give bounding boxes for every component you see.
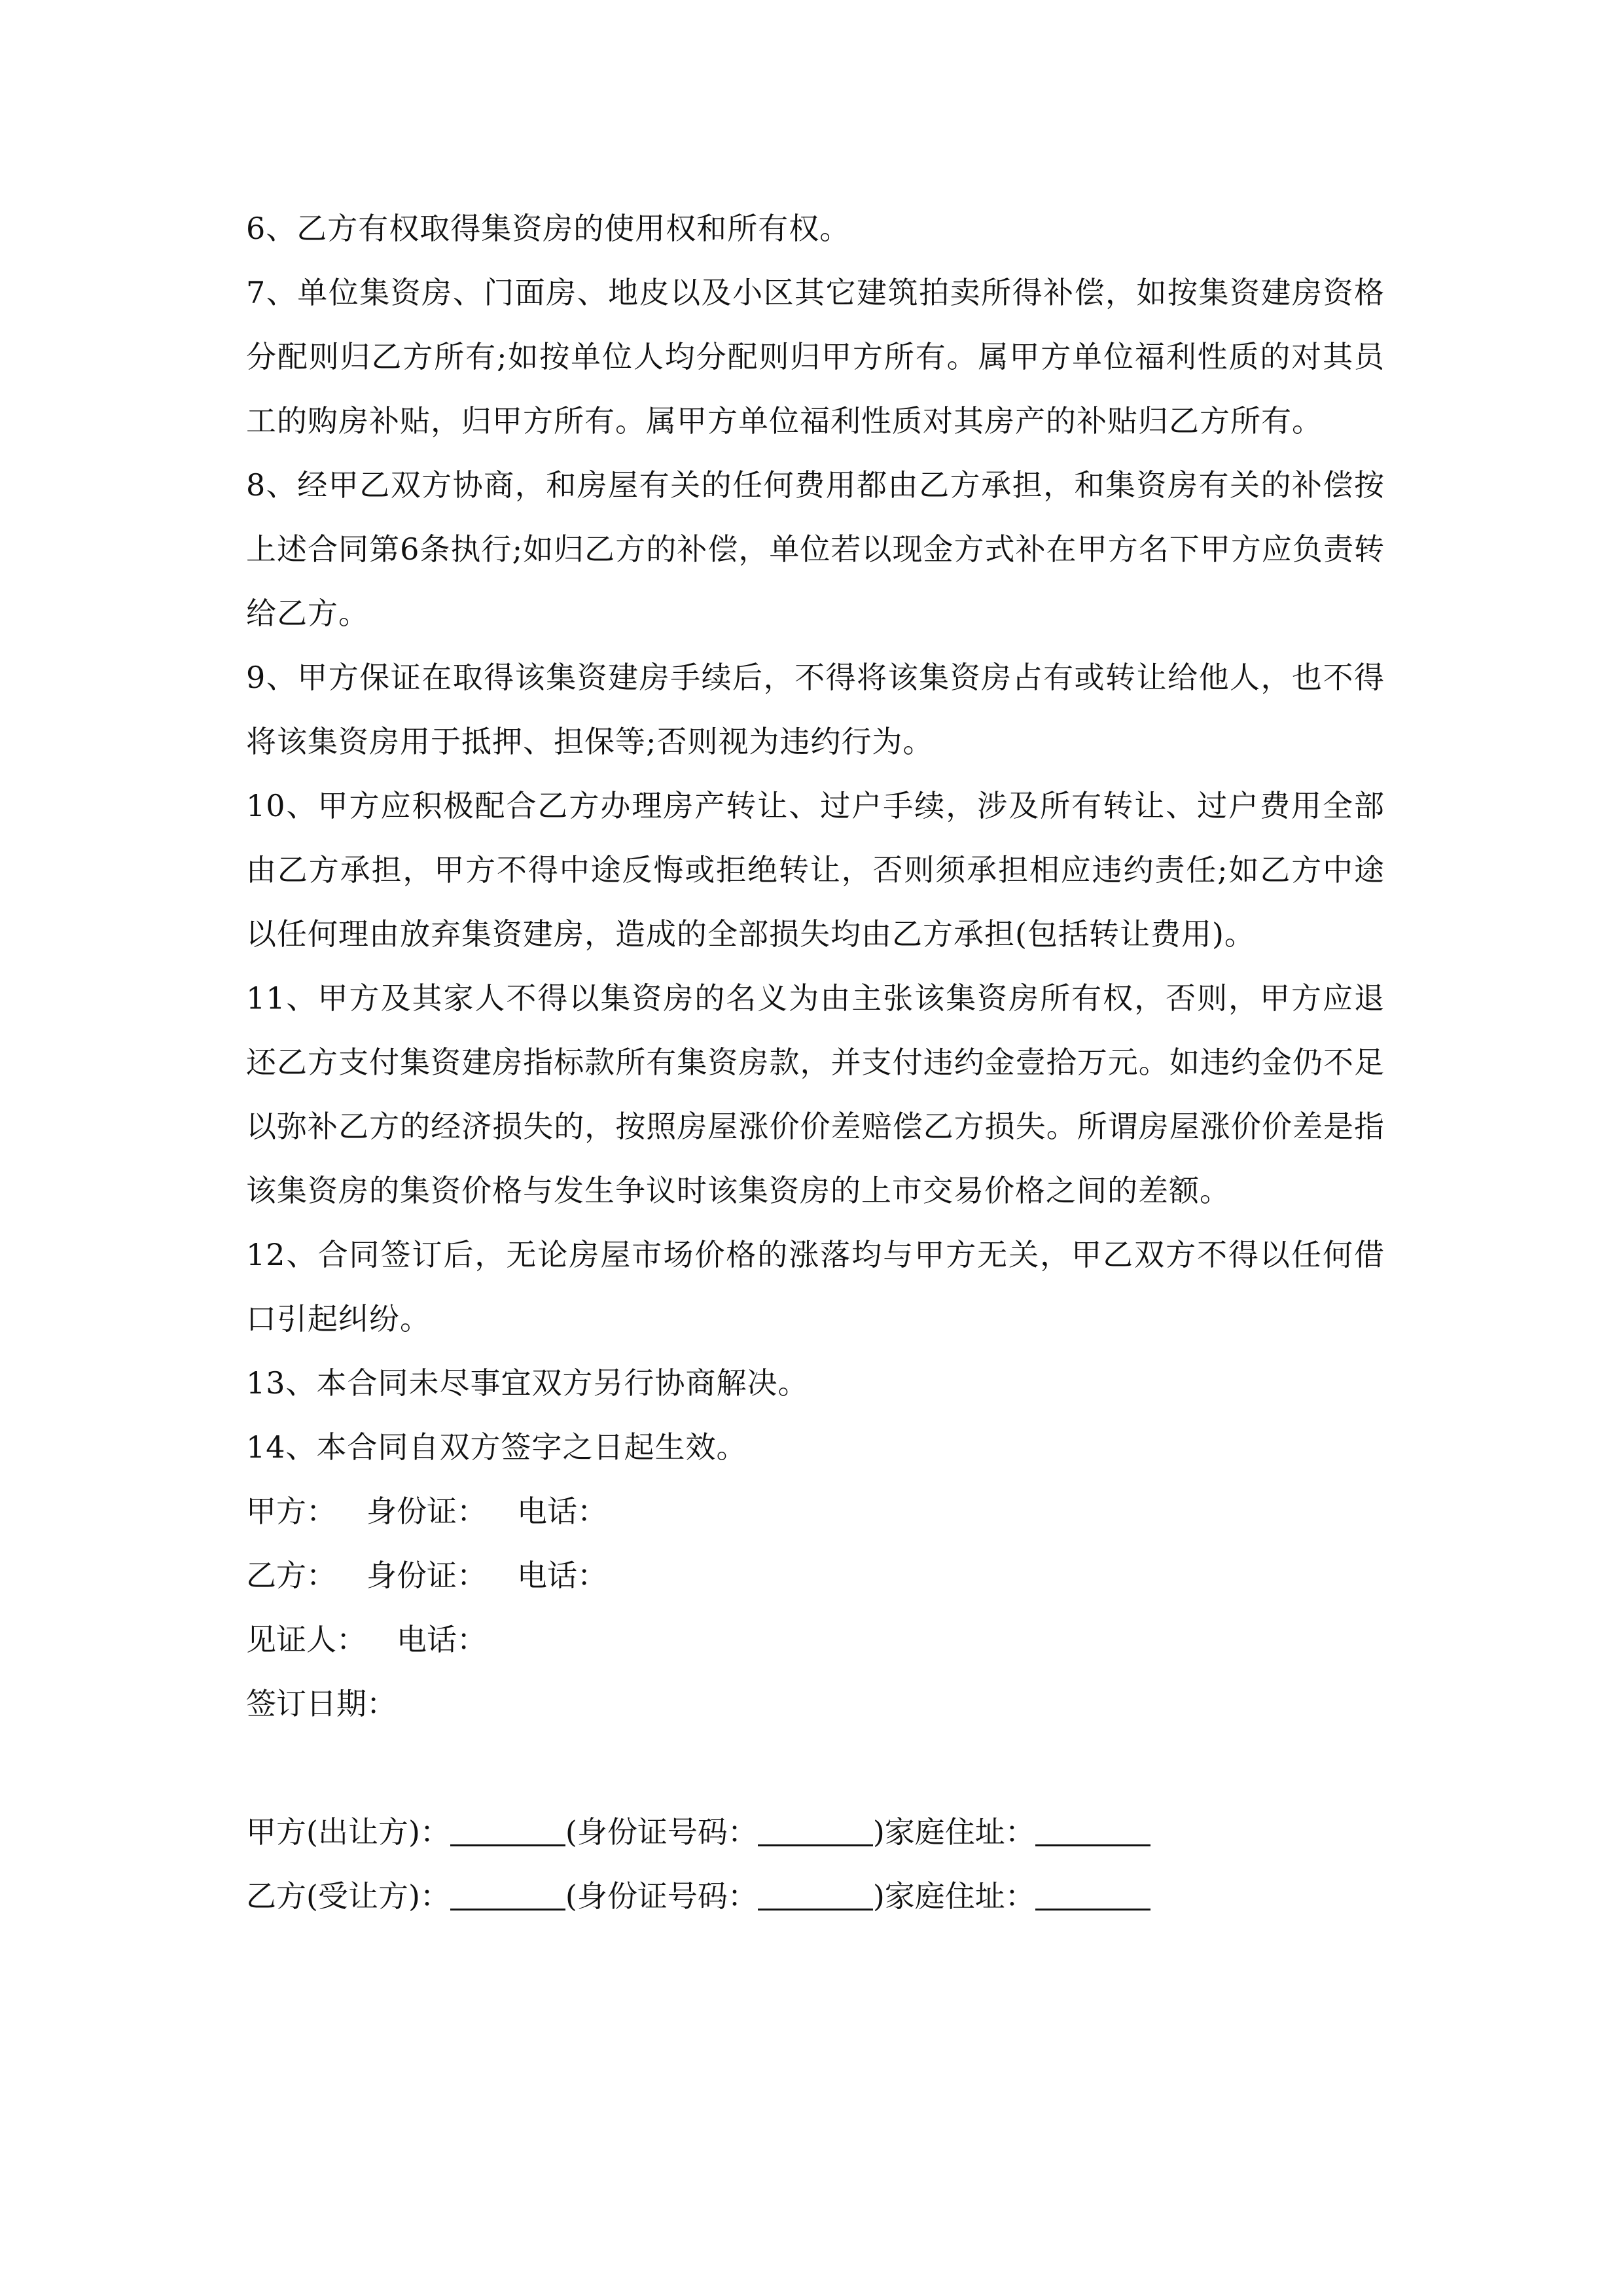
transferor-line xyxy=(246,1800,1385,1864)
party-b-label: 乙方： xyxy=(246,1558,336,1593)
clause-14: 14、本合同自双方签字之日起生效。 xyxy=(246,1429,747,1465)
signature-party-b xyxy=(246,1543,1385,1607)
clause-11: 11、甲方及其家人不得以集资房的名义为由主张该集资房所有权，否则，甲方应退还乙方支付集资建房指标款所有集资房款，并支付违约金壹拾万元。如违约金仍不足以弥补乙方的经济损失的，按照房屋涨价价差赔偿乙方损失。所谓房屋涨价价差是指该集资房的集资价格与发生争议时该集资房的上市交易价格之间的差额。 xyxy=(246,980,1385,1208)
witness-label: 见证人： xyxy=(246,1622,366,1657)
date-label: 签订日期： xyxy=(246,1686,397,1721)
transferor-address-label: )家庭住址： xyxy=(872,1814,1035,1850)
transferee-line xyxy=(246,1864,1385,1928)
transferee-address-label: )家庭住址： xyxy=(872,1878,1035,1914)
contract-body xyxy=(246,196,1385,1928)
transferee-name-blank xyxy=(450,1878,565,1910)
transferor-label: 甲方(出让方)： xyxy=(246,1814,450,1850)
party-a-phone-label: 电话： xyxy=(517,1494,607,1529)
transferee-address-blank xyxy=(1035,1878,1150,1910)
clause-7: 7、单位集资房、门面房、地皮以及小区其它建筑拍卖所得补偿，如按集资建房资格分配则归乙方所有;如按单位人均分配则归甲方所有。属甲方单位福利性质的对其员工的购房补贴，归甲方所有。属甲方单位福利性质对其房产的补贴归乙方所有。 xyxy=(246,275,1385,439)
section-spacer xyxy=(246,1736,1385,1800)
clause-9: 9、甲方保证在取得该集资建房手续后，不得将该集资房占有或转让给他人，也不得将该集资房用于抵押、担保等;否则视为违约行为。 xyxy=(246,660,1385,759)
party-b-id-label: 身份证： xyxy=(366,1558,487,1593)
transferee-id-blank xyxy=(758,1878,873,1910)
transferee-label: 乙方(受让方)： xyxy=(246,1878,450,1914)
transferee-id-label: (身份证号码： xyxy=(565,1878,758,1914)
clause-6: 6、乙方有权取得集资房的使用权和所有权。 xyxy=(246,211,851,246)
clause-13: 13、本合同未尽事宜双方另行协商解决。 xyxy=(246,1365,809,1401)
party-b-phone-label: 电话： xyxy=(517,1558,607,1593)
clause-8: 8、经甲乙双方协商，和房屋有关的任何费用都由乙方承担，和集资房有关的补偿按上述合同第6条执行;如归乙方的补偿，单位若以现金方式补在甲方名下甲方应负责转给乙方。 xyxy=(246,467,1385,631)
transferor-id-label: (身份证号码： xyxy=(565,1814,758,1850)
signature-date xyxy=(246,1672,1385,1736)
transferor-name-blank xyxy=(450,1814,565,1846)
clause-12: 12、合同签订后，无论房屋市场价格的涨落均与甲方无关，甲乙双方不得以任何借口引起纠纷。 xyxy=(246,1237,1385,1336)
signature-party-a xyxy=(246,1479,1385,1543)
transferor-id-blank xyxy=(758,1814,873,1846)
clause-10: 10、甲方应积极配合乙方办理房产转让、过户手续，涉及所有转让、过户费用全部由乙方承担，甲方不得中途反悔或拒绝转让，否则须承担相应违约责任;如乙方中途以任何理由放弃集资建房，造成的全部损失均由乙方承担(包括转让费用)。 xyxy=(246,788,1385,952)
transferor-address-blank xyxy=(1035,1814,1150,1846)
signature-witness xyxy=(246,1607,1385,1672)
party-a-label: 甲方： xyxy=(246,1494,336,1529)
party-a-id-label: 身份证： xyxy=(366,1494,487,1529)
witness-phone-label: 电话： xyxy=(397,1622,487,1657)
